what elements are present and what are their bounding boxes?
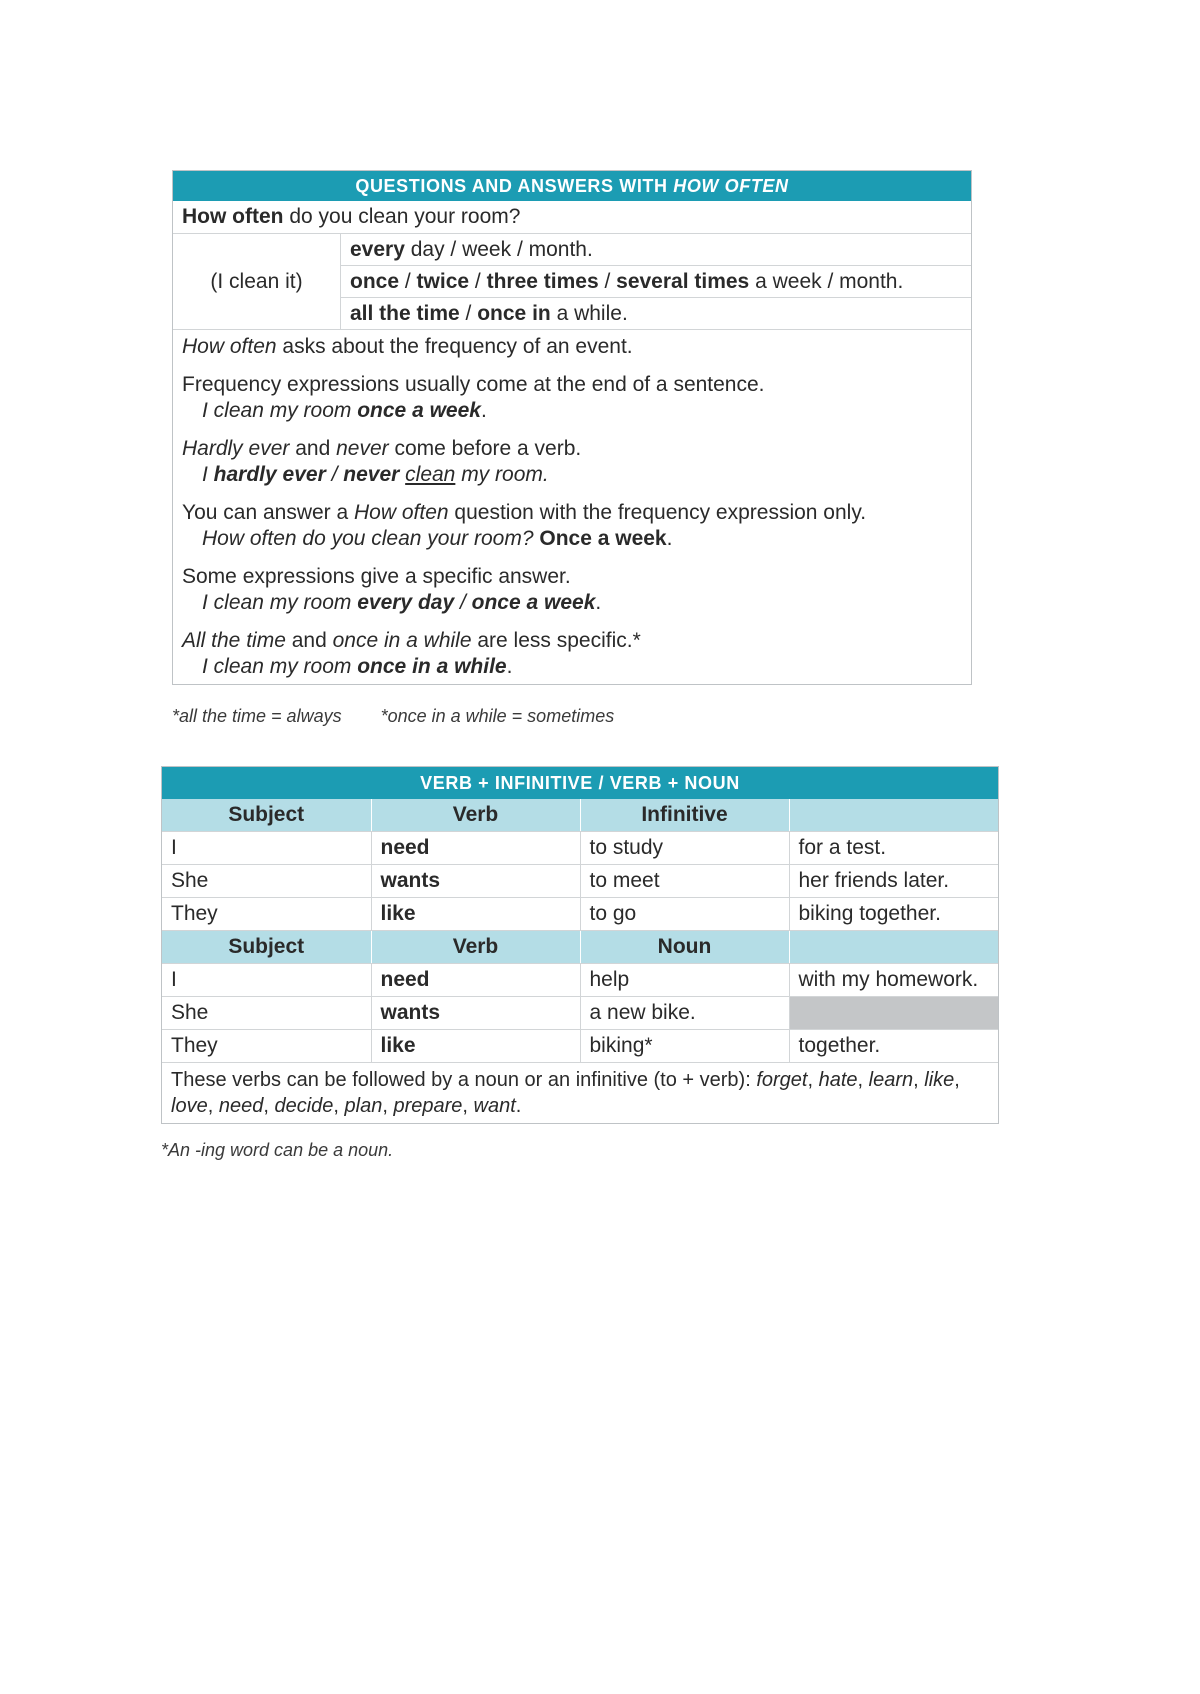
verb-list-item: prepare bbox=[393, 1095, 463, 1117]
answers-grid bbox=[173, 234, 971, 330]
example: I clean my room every day / once a week. bbox=[202, 591, 602, 614]
verb-list-separator: , bbox=[263, 1095, 275, 1117]
subheader-row: Subject Verb Infinitive bbox=[162, 799, 998, 832]
verb-list-item: decide bbox=[274, 1095, 334, 1117]
footnote-all-the-time: *all the time = always bbox=[172, 706, 342, 726]
example: How often do you clean your room? Once a week. bbox=[202, 527, 673, 550]
verb-list-item: hate bbox=[818, 1069, 858, 1091]
table-row: She wants a new bike. bbox=[162, 997, 998, 1030]
verb-list-item: like bbox=[924, 1069, 955, 1091]
verb-list-separator: , bbox=[857, 1069, 869, 1091]
table-row: They like to go biking together. bbox=[162, 898, 998, 931]
answer-row: all the time / once in a while. bbox=[350, 302, 628, 325]
note-4: You can answer a How often question with the frequency expression only. How often do you clean your room? Once a week. bbox=[182, 500, 962, 552]
table-row: They like biking* together. bbox=[162, 1030, 998, 1063]
verb-list-item: plan bbox=[344, 1095, 383, 1117]
verb-table-header: VERB + INFINITIVE / VERB + NOUN bbox=[162, 767, 998, 799]
note-1: How often asks about the frequency of an event. bbox=[182, 335, 633, 358]
note-2: Frequency expressions usually come at the end of a sentence. I clean my room once a week. bbox=[182, 372, 962, 424]
verb-list-separator: , bbox=[807, 1069, 819, 1091]
verb-list-separator: , bbox=[954, 1069, 960, 1091]
table-row: I need to study for a test. bbox=[162, 832, 998, 865]
note-3: Hardly ever and never come before a verb. I hardly ever / never clean my room. bbox=[182, 436, 962, 488]
answer-row: every day / week / month. bbox=[341, 234, 971, 266]
table-row: I need help with my homework. bbox=[162, 964, 998, 997]
verb-infinitive-table bbox=[161, 766, 999, 1124]
note-6: All the time and once in a while are less specific.* I clean my room once in a while. bbox=[182, 628, 962, 680]
example: I hardly ever / never clean my room. bbox=[202, 463, 549, 486]
note-5: Some expressions give a specific answer. I clean my room every day / once a week. bbox=[182, 564, 962, 616]
example: I clean my room once a week. bbox=[202, 399, 487, 422]
subheader-row: Subject Verb Noun bbox=[162, 931, 998, 964]
how-often-table-header: QUESTIONS AND ANSWERS WITH HOW OFTEN bbox=[173, 171, 971, 201]
table-row: She wants to meet her friends later. bbox=[162, 865, 998, 898]
answer-label: (I clean it) bbox=[173, 234, 341, 329]
footnote-ing: *An -ing word can be a noun. bbox=[161, 1140, 394, 1160]
verb-table bbox=[162, 799, 998, 1063]
verb-list-separator: , bbox=[462, 1095, 474, 1117]
verb-list-item: need bbox=[218, 1095, 264, 1117]
verbs-note: These verbs can be followed by a noun or an infinitive (to + verb): forget, hate, learn, like, love, need, decide, plan, prepare, want. bbox=[171, 1069, 960, 1117]
how-often-table bbox=[172, 170, 972, 685]
example: I clean my room once in a while. bbox=[202, 655, 513, 678]
question-row: How often do you clean your room? bbox=[173, 201, 971, 234]
footnotes bbox=[172, 706, 648, 727]
verb-list-item: love bbox=[171, 1095, 208, 1117]
grammar-notes bbox=[173, 330, 971, 684]
verb-list-item: forget bbox=[756, 1069, 808, 1091]
footnote-once-in-a-while: *once in a while = sometimes bbox=[380, 706, 615, 726]
verb-list-separator: , bbox=[207, 1095, 219, 1117]
answer-row: once / twice / three times / several times a week / month. bbox=[341, 266, 971, 298]
verb-list-item: learn bbox=[868, 1069, 914, 1091]
verb-list-separator: , bbox=[382, 1095, 394, 1117]
verb-list-separator: , bbox=[913, 1069, 925, 1091]
verb-list-separator: , bbox=[333, 1095, 345, 1117]
empty-gray-cell bbox=[789, 997, 998, 1030]
verb-list-item: want bbox=[473, 1095, 516, 1117]
